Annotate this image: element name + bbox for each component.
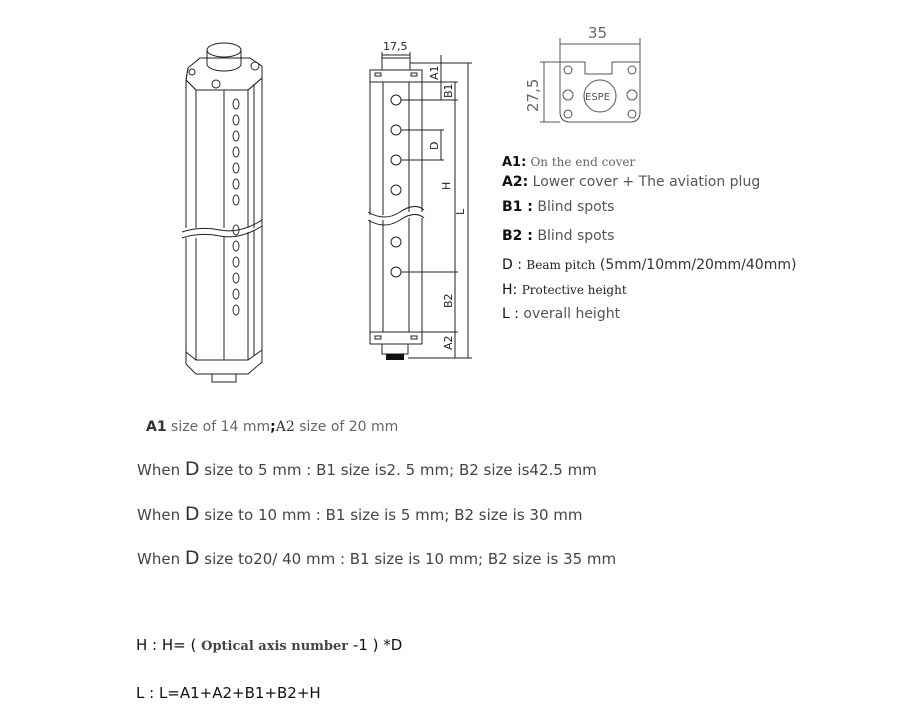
legend-text: Protective height: [521, 283, 627, 297]
formula-h: [136, 636, 402, 654]
legend-key: A2:: [502, 174, 529, 190]
svg-text:D: D: [428, 141, 441, 150]
legend-text: overall height: [523, 306, 621, 322]
legend-text: On the end cover: [530, 155, 636, 169]
rule-d-10mm: [137, 503, 582, 525]
a1-key: A1: [146, 419, 167, 435]
espe-logo: ESPE: [585, 92, 611, 103]
rule-when: When: [137, 550, 181, 568]
legend-text: Blind spots: [537, 199, 615, 215]
formula-h-middle: Optical axis number: [201, 639, 349, 654]
top-width-label: 35: [588, 24, 608, 42]
svg-text:A1: A1: [428, 65, 441, 80]
svg-text:B1: B1: [442, 83, 455, 98]
legend-text: Lower cover + The aviation plug: [532, 174, 761, 190]
rule-d: D: [184, 503, 200, 525]
a2-key: A2: [275, 419, 295, 435]
svg-text:17,5: 17,5: [383, 40, 408, 53]
svg-text:A2: A2: [442, 335, 455, 350]
rule-when: When: [137, 461, 181, 479]
svg-text:L: L: [454, 208, 467, 215]
rule-text: size to 10 mm : B1 size is 5 mm; B2 size is 30 mm: [204, 506, 583, 524]
legend-d: [502, 257, 796, 273]
legend-key: B2 :: [502, 228, 533, 244]
a1-size-text: size of 14 mm: [171, 419, 271, 435]
top-height-label: 27,5: [524, 78, 542, 112]
legend-a2: [502, 174, 760, 190]
svg-text:H: H: [440, 181, 453, 190]
legend-h: [502, 282, 627, 298]
rule-d-5mm: [137, 458, 597, 480]
a1-a2-sizes: [146, 419, 398, 435]
rule-d-20-40mm: [137, 547, 616, 569]
rule-d: D: [184, 458, 200, 480]
rule-when: When: [137, 506, 181, 524]
legend-key: L :: [502, 306, 519, 322]
legend-key: A1:: [502, 155, 527, 170]
formula-h-suffix: -1 ) *D: [352, 636, 403, 654]
legend-text: Beam pitch: [526, 258, 596, 272]
legend-extra: (5mm/10mm/20mm/40mm): [599, 257, 797, 273]
rule-d: D: [184, 547, 200, 569]
legend-key: D :: [502, 257, 522, 273]
svg-text:B2: B2: [442, 293, 455, 308]
legend-a1: [502, 155, 635, 170]
legend-b1: [502, 199, 614, 215]
formula-h-prefix: H : H= (: [136, 636, 197, 654]
legend-b2: [502, 228, 614, 244]
legend-text: Blind spots: [537, 228, 615, 244]
separator: ;: [270, 419, 276, 435]
legend-l: [502, 306, 620, 322]
a2-size-text: size of 20 mm: [299, 419, 399, 435]
formula-l: L : L=A1+A2+B1+B2+H: [136, 684, 321, 702]
legend-key: B1 :: [502, 199, 533, 215]
rule-text: size to 5 mm : B1 size is2. 5 mm; B2 size is42.5 mm: [204, 461, 597, 479]
rule-text: size to20/ 40 mm : B1 size is 10 mm; B2 size is 35 mm: [204, 550, 617, 568]
legend-key: H:: [502, 282, 518, 298]
